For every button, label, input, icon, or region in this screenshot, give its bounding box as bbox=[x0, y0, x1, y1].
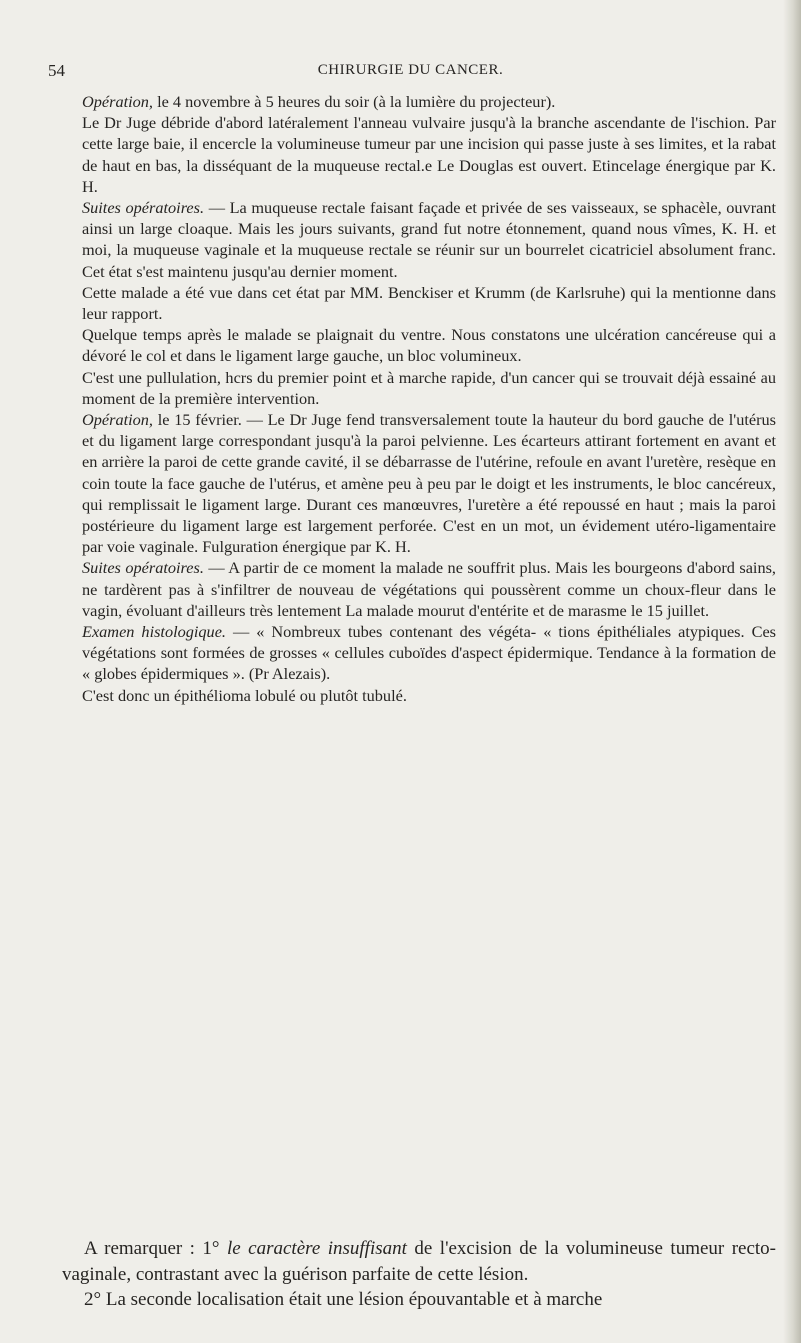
paragraph-conclusion bbox=[82, 685, 776, 706]
paragraph-suites-1 bbox=[82, 197, 776, 282]
paragraph-text: — A partir de ce moment la malade ne souffrit plus. Mais les bourgeons d'abord sains, ne tardèrent pas à s'infiltrer de nouveau de végétations qui poussèrent comme un choux-fleur dans le vagin, évoluant d'ailleurs très lentement La malade mourut d'entérite et de marasme le 15 juillet. bbox=[82, 558, 777, 620]
paragraph-text: Cette malade a été vue dans cet état par MM. Benckiser et Krumm (de Karlsruhe) qui la mentionne dans leur rapport. bbox=[82, 282, 776, 324]
paragraph-histology bbox=[82, 621, 776, 685]
paragraph-operation-2 bbox=[82, 409, 776, 557]
page-header bbox=[48, 61, 773, 91]
remark-pre: A remarquer : 1° bbox=[84, 1238, 227, 1259]
page-edge-shadow bbox=[783, 0, 801, 1343]
remark-1 bbox=[62, 1236, 776, 1287]
paragraph-lead: Examen histologique. bbox=[82, 622, 226, 642]
paragraph-lead: Opération, bbox=[82, 410, 153, 430]
paragraph-text: le 4 novembre à 5 heures du soir (à la lumière du projecteur). bbox=[153, 92, 556, 111]
paragraph-ulceration bbox=[82, 324, 776, 366]
paragraph-suites-2 bbox=[82, 557, 776, 621]
paragraph-observation bbox=[82, 282, 776, 324]
paragraph-pullulation bbox=[82, 367, 776, 409]
body-text bbox=[82, 91, 776, 706]
remark-pre: 2° La seconde localisation était une lésion épouvantable et à marche bbox=[84, 1289, 603, 1310]
remark-emphasis: le caractère insuffisant bbox=[226, 1238, 407, 1259]
running-title: CHIRURGIE DU CANCER. bbox=[317, 62, 504, 78]
paragraph-text: le 15 février. — Le Dr Juge fend transversalement toute la hauteur du bord gauche de l'utérus et du ligament large correspondant jusqu'à la paroi pelvienne. Les écarteurs attirant fortement en avant et en arrière la paroi de cette grande cavité, il se débarrasse de l'utérine, refoule en avant l'uretère, resèque en coin toute la face gauche de l'utérus, et amène peu à peu par le doigt et les instruments, le bloc cancéreux, qui remplissait le ligament large. Durant ces manœuvres, l'uretère a été repoussé en haut ; mais la paroi postérieure du ligament large est largement perforée. C'est en un mot, un évidement utéro-ligamentaire par voie vaginale. Fulguration énergique par K. H. bbox=[82, 410, 776, 557]
paragraph-procedure-1 bbox=[82, 112, 776, 197]
paragraph-text: C'est une pullulation, hcrs du premier point et à marche rapide, d'un cancer qui se trouvait déjà essainé au moment de la première intervention. bbox=[82, 367, 776, 408]
paragraph-operation-1 bbox=[82, 91, 776, 112]
paragraph-text: Le Dr Juge débride d'abord latéralement l'anneau vulvaire jusqu'à la branche ascendante de l'ischion. Par cette large baie, il encercle la volumineuse tumeur par une incision qui passe juste à ses limites, et la rabat de haut en bas, la disséquant de la muqueuse rectal.e Le Douglas est ouvert. Etincelage énergique par K. H. bbox=[82, 113, 776, 196]
paragraph-text: C'est donc un épithélioma lobulé ou plutôt tubulé. bbox=[82, 685, 407, 705]
paragraph-text: — « Nombreux tubes contenant des végéta- « tions épithéliales atypiques. Ces végétations sont formées de grosses « cellules cuboïdes d'aspect épidermique. Tendance à la formation de « globes épidermiques ». (Pr Alezais). bbox=[82, 622, 777, 684]
paragraph-text: Quelque temps après le malade se plaignait du ventre. Nous constatons une ulcération cancéreuse qui a dévoré le col et dans le ligament large gauche, un bloc volumineux. bbox=[82, 325, 776, 366]
paragraph-lead: Suites opératoires. bbox=[82, 198, 205, 218]
remark-post: de l'excision de la volumineuse tumeur recto-vaginale, contrastant avec la guérison parfaite de cette lésion. bbox=[62, 1238, 777, 1285]
paragraph-text: — La muqueuse rectale faisant façade et privée de ses vaisseaux, se sphacèle, ouvrant ainsi un large cloaque. Mais les jours suivants, grand fut notre étonnement, quand nous vîmes, K. H. et moi, la muqueuse vaginale et la muqueuse rectale se réunir sur un bourrelet cicatriciel absolument franc. Cet état s'est maintenu jusqu'au dernier moment. bbox=[82, 198, 777, 281]
page-number: 54 bbox=[48, 61, 65, 80]
paragraph-lead: Suites opératoires. bbox=[82, 558, 204, 578]
remark-2 bbox=[62, 1287, 776, 1313]
paragraph-lead: Opération, bbox=[82, 92, 153, 111]
closing-remarks bbox=[62, 1236, 776, 1313]
